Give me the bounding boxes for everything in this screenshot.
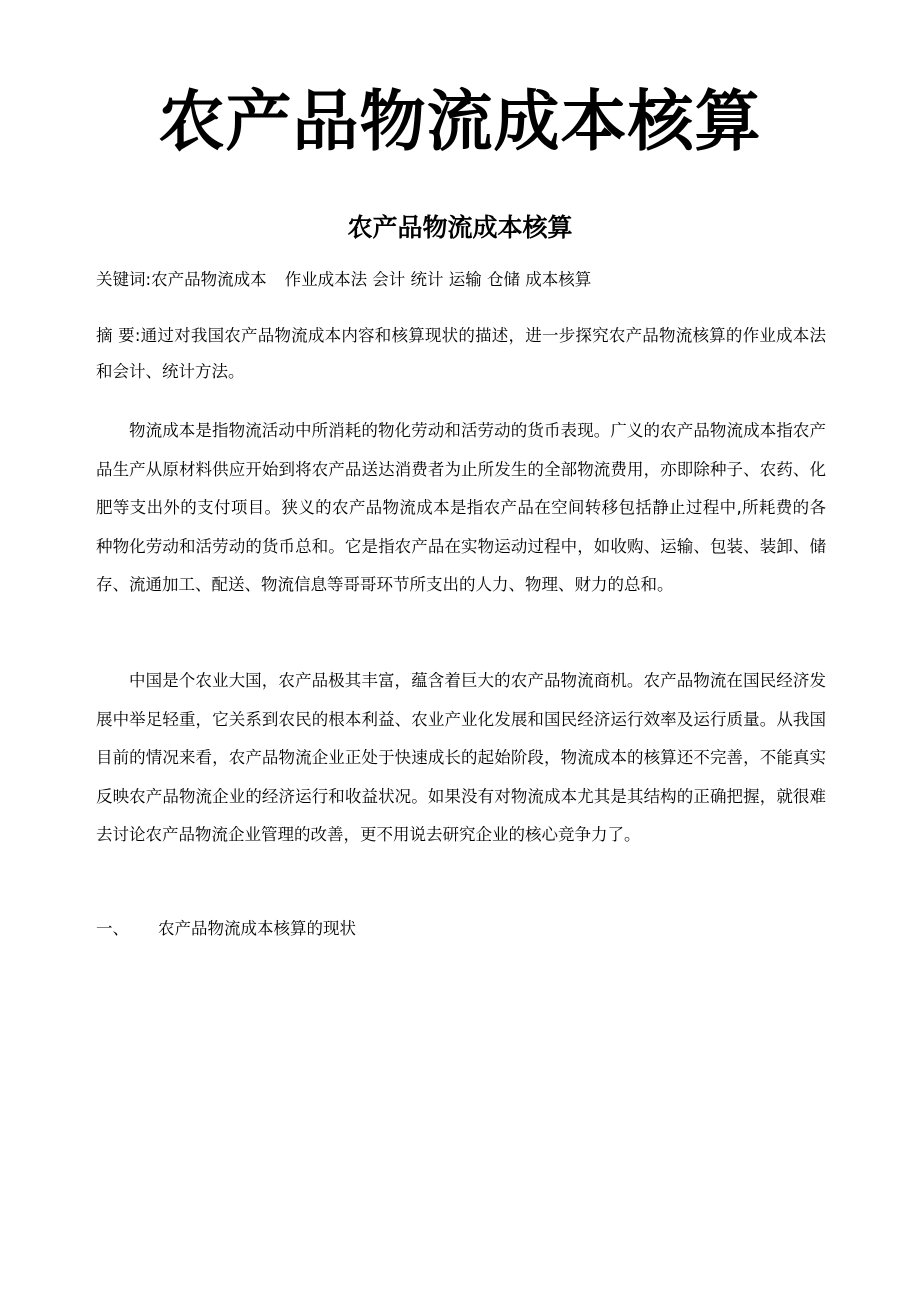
main-title: 农产品物流成本核算 (158, 83, 762, 160)
keywords-label: 关键词: (96, 270, 152, 289)
section-title: 农产品物流成本核算的现状 (158, 919, 356, 938)
abstract: 摘 要:通过对我国农产品物流成本内容和核算现状的描述，进一步探究农产品物流核算的作业成本法和会计、统计方法。 (96, 326, 826, 381)
section-heading (96, 914, 356, 944)
keywords-rest: 作业成本法 会计 统计 运输 仓储 成本核算 (284, 270, 592, 289)
body-paragraph-1: 物流成本是指物流活动中所消耗的物化劳动和活劳动的货币表现。广义的农产品物流成本指农产品生产从原材料供应开始到将农产品送达消费者为止所发生的全部物流费用，亦即除种子、农药、化肥等支出外的支付项目。狭义的农产品物流成本是指农产品在空间转移包括静止过程中,所耗费的各种物化劳动和活劳动的货币总和。它是指农产品在实物运动过程中，如收购、运输、包装、装卸、储存、流通加工、配送、物流信息等哥哥环节所支出的人力、物理、财力的总和。 (96, 421, 826, 594)
sub-title: 农产品物流成本核算 (347, 213, 573, 242)
section-number: 一、 (96, 919, 129, 938)
keyword-primary: 农产品物流成本 (151, 270, 267, 289)
body-paragraph-2: 中国是个农业大国，农产品极其丰富，蕴含着巨大的农产品物流商机。农产品物流在国民经济发展中举足轻重，它关系到农民的根本利益、农业产业化发展和国民经济运行效率及运行质量。从我国目前的情况来看，农产品物流企业正处于快速成长的起始阶段，物流成本的核算还不完善，不能真实反映农产品物流企业的经济运行和收益状况。如果没有对物流成本尤其是其结构的正确把握，就很难去讨论农产品物流企业管理的改善，更不用说去研究企业的核心竞争力了。 (96, 671, 826, 844)
keywords-line (96, 266, 836, 294)
